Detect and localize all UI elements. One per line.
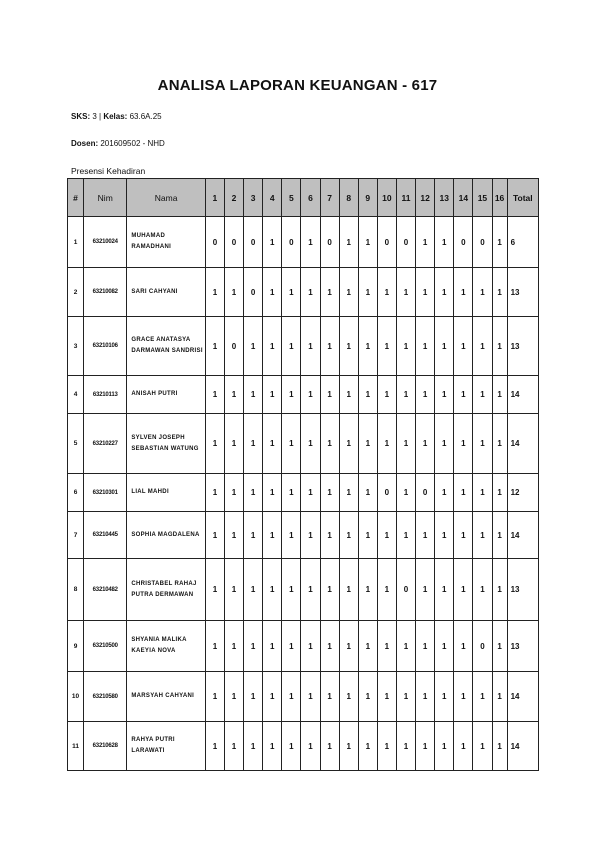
- attendance-cell: 1: [454, 559, 473, 621]
- name-cell: MUHAMAD RAMADHANI: [127, 217, 206, 268]
- attendance-cell: 1: [320, 474, 339, 512]
- attendance-cell: 0: [396, 559, 415, 621]
- total-cell: 6: [507, 217, 538, 268]
- attendance-cell: 1: [377, 512, 396, 559]
- attendance-cell: 1: [244, 512, 263, 559]
- attendance-cell: 1: [377, 376, 396, 414]
- row-number-cell: 4: [68, 376, 84, 414]
- table-header-row: [68, 179, 539, 217]
- name-cell: ANISAH PUTRI: [127, 376, 206, 414]
- attendance-cell: 1: [416, 376, 435, 414]
- attendance-cell: 1: [396, 474, 415, 512]
- attendance-cell: 1: [492, 376, 507, 414]
- column-header: Nama: [127, 179, 206, 217]
- table-row: [68, 621, 539, 672]
- table-row: [68, 317, 539, 376]
- row-number-cell: 6: [68, 474, 84, 512]
- column-header: Nim: [84, 179, 127, 217]
- attendance-cell: 1: [205, 376, 224, 414]
- kelas-label: Kelas:: [103, 112, 128, 121]
- row-number-cell: 2: [68, 268, 84, 317]
- attendance-cell: 1: [224, 672, 243, 722]
- attendance-cell: 1: [339, 474, 358, 512]
- attendance-cell: 1: [416, 268, 435, 317]
- column-header: 14: [454, 179, 473, 217]
- total-cell: 13: [507, 559, 538, 621]
- attendance-cell: 1: [320, 672, 339, 722]
- attendance-cell: 1: [358, 722, 377, 771]
- total-cell: 13: [507, 268, 538, 317]
- attendance-cell: 0: [224, 317, 243, 376]
- attendance-cell: 1: [282, 317, 301, 376]
- attendance-cell: 1: [492, 268, 507, 317]
- attendance-cell: 1: [282, 414, 301, 474]
- attendance-cell: 1: [244, 722, 263, 771]
- attendance-cell: 1: [473, 474, 492, 512]
- attendance-cell: 1: [263, 722, 282, 771]
- attendance-table: [67, 178, 539, 771]
- attendance-cell: 1: [358, 414, 377, 474]
- column-header: 6: [301, 179, 320, 217]
- attendance-cell: 1: [224, 376, 243, 414]
- attendance-cell: 1: [263, 621, 282, 672]
- total-cell: 12: [507, 474, 538, 512]
- attendance-cell: 1: [320, 376, 339, 414]
- attendance-cell: 0: [377, 474, 396, 512]
- attendance-cell: 1: [492, 474, 507, 512]
- lecturer-meta: [71, 139, 165, 148]
- attendance-cell: 0: [205, 217, 224, 268]
- attendance-cell: 1: [282, 474, 301, 512]
- attendance-cell: 1: [492, 414, 507, 474]
- attendance-cell: 1: [339, 621, 358, 672]
- attendance-cell: 0: [244, 268, 263, 317]
- attendance-cell: 1: [263, 268, 282, 317]
- attendance-cell: 1: [205, 414, 224, 474]
- attendance-cell: 1: [339, 317, 358, 376]
- attendance-cell: 1: [492, 217, 507, 268]
- attendance-cell: 1: [454, 414, 473, 474]
- attendance-cell: 0: [416, 474, 435, 512]
- attendance-cell: 1: [244, 621, 263, 672]
- table-row: [68, 512, 539, 559]
- sks-label: SKS:: [71, 112, 91, 121]
- row-number-cell: 8: [68, 559, 84, 621]
- attendance-cell: 1: [339, 559, 358, 621]
- attendance-cell: 1: [320, 414, 339, 474]
- column-header: 1: [205, 179, 224, 217]
- column-header: 7: [320, 179, 339, 217]
- attendance-cell: 1: [396, 512, 415, 559]
- name-cell: SOPHIA MAGDALENA: [127, 512, 206, 559]
- attendance-cell: 1: [301, 414, 320, 474]
- course-meta: [71, 112, 162, 121]
- attendance-cell: 1: [263, 672, 282, 722]
- total-cell: 14: [507, 512, 538, 559]
- attendance-cell: 1: [224, 621, 243, 672]
- column-header: 2: [224, 179, 243, 217]
- nim-cell: 63210445: [84, 512, 127, 559]
- nim-cell: 63210082: [84, 268, 127, 317]
- attendance-cell: 1: [244, 672, 263, 722]
- attendance-cell: 1: [263, 217, 282, 268]
- attendance-cell: 1: [205, 268, 224, 317]
- row-number-cell: 9: [68, 621, 84, 672]
- row-number-cell: 7: [68, 512, 84, 559]
- row-number-cell: 5: [68, 414, 84, 474]
- attendance-cell: 1: [224, 268, 243, 317]
- attendance-cell: 1: [320, 621, 339, 672]
- nim-cell: 63210113: [84, 376, 127, 414]
- name-cell: SARI CAHYANI: [127, 268, 206, 317]
- table-row: [68, 268, 539, 317]
- nim-cell: 63210500: [84, 621, 127, 672]
- attendance-cell: 1: [473, 722, 492, 771]
- attendance-cell: 1: [416, 672, 435, 722]
- attendance-cell: 1: [473, 268, 492, 317]
- attendance-cell: 1: [320, 512, 339, 559]
- attendance-cell: 1: [301, 672, 320, 722]
- kelas-value: 63.6A.25: [127, 112, 162, 121]
- attendance-cell: 1: [435, 376, 454, 414]
- attendance-cell: 0: [320, 217, 339, 268]
- attendance-cell: 1: [416, 722, 435, 771]
- total-cell: 13: [507, 621, 538, 672]
- attendance-cell: 1: [339, 217, 358, 268]
- attendance-cell: 1: [416, 559, 435, 621]
- attendance-cell: 1: [435, 722, 454, 771]
- attendance-cell: 1: [396, 376, 415, 414]
- table-row: [68, 474, 539, 512]
- page-title: ANALISA LAPORAN KEUANGAN - 617: [157, 77, 438, 94]
- attendance-cell: 1: [492, 672, 507, 722]
- nim-cell: 63210580: [84, 672, 127, 722]
- attendance-section-label: Presensi Kehadiran: [71, 166, 146, 176]
- attendance-cell: 1: [396, 414, 415, 474]
- attendance-cell: 1: [282, 512, 301, 559]
- attendance-cell: 1: [377, 722, 396, 771]
- attendance-cell: 1: [454, 722, 473, 771]
- attendance-cell: 1: [301, 722, 320, 771]
- column-header: 9: [358, 179, 377, 217]
- attendance-cell: 1: [435, 512, 454, 559]
- attendance-cell: 1: [416, 217, 435, 268]
- row-number-cell: 10: [68, 672, 84, 722]
- attendance-cell: 1: [224, 474, 243, 512]
- column-header: 12: [416, 179, 435, 217]
- attendance-cell: 1: [435, 672, 454, 722]
- attendance-cell: 1: [339, 672, 358, 722]
- attendance-cell: 1: [301, 621, 320, 672]
- column-header: 3: [244, 179, 263, 217]
- column-header: 15: [473, 179, 492, 217]
- attendance-cell: 1: [301, 512, 320, 559]
- attendance-cell: 1: [282, 722, 301, 771]
- attendance-cell: 1: [377, 621, 396, 672]
- column-header: 5: [282, 179, 301, 217]
- attendance-cell: 1: [301, 474, 320, 512]
- attendance-cell: 1: [492, 512, 507, 559]
- attendance-cell: 1: [416, 414, 435, 474]
- attendance-cell: 1: [282, 621, 301, 672]
- attendance-cell: 1: [473, 376, 492, 414]
- attendance-cell: 1: [301, 217, 320, 268]
- column-header: 13: [435, 179, 454, 217]
- attendance-cell: 0: [282, 217, 301, 268]
- attendance-cell: 1: [416, 317, 435, 376]
- attendance-cell: 1: [263, 512, 282, 559]
- attendance-cell: 1: [358, 474, 377, 512]
- table-row: [68, 672, 539, 722]
- column-header: #: [68, 179, 84, 217]
- attendance-cell: 1: [454, 512, 473, 559]
- attendance-cell: 1: [454, 621, 473, 672]
- attendance-cell: 1: [416, 512, 435, 559]
- row-number-cell: 11: [68, 722, 84, 771]
- attendance-cell: 1: [224, 512, 243, 559]
- column-header: 16: [492, 179, 507, 217]
- attendance-cell: 0: [244, 217, 263, 268]
- attendance-cell: 1: [244, 559, 263, 621]
- attendance-cell: 0: [454, 217, 473, 268]
- name-cell: SYLVEN JOSEPH SEBASTIAN WATUNG: [127, 414, 206, 474]
- sks-value: 3 |: [90, 112, 104, 121]
- name-cell: SHYANIA MALIKA KAEYIA NOVA: [127, 621, 206, 672]
- name-cell: GRACE ANATASYA DARMAWAN SANDRISI: [127, 317, 206, 376]
- column-header: 10: [377, 179, 396, 217]
- attendance-cell: 1: [358, 559, 377, 621]
- attendance-cell: 1: [339, 512, 358, 559]
- attendance-cell: 1: [320, 268, 339, 317]
- column-header: 4: [263, 179, 282, 217]
- name-cell: CHRISTABEL RAHAJ PUTRA DERMAWAN: [127, 559, 206, 621]
- attendance-cell: 1: [492, 722, 507, 771]
- attendance-cell: 1: [339, 414, 358, 474]
- attendance-cell: 1: [454, 268, 473, 317]
- dosen-value: 201609502 - NHD: [98, 139, 165, 148]
- attendance-cell: 1: [205, 672, 224, 722]
- row-number-cell: 3: [68, 317, 84, 376]
- attendance-cell: 1: [339, 268, 358, 317]
- row-number-cell: 1: [68, 217, 84, 268]
- name-cell: RAHYA PUTRI LARAWATI: [127, 722, 206, 771]
- attendance-cell: 1: [205, 512, 224, 559]
- attendance-cell: 1: [301, 268, 320, 317]
- attendance-cell: 1: [377, 672, 396, 722]
- attendance-cell: 1: [492, 317, 507, 376]
- attendance-cell: 1: [492, 559, 507, 621]
- attendance-cell: 1: [435, 268, 454, 317]
- attendance-cell: 1: [224, 414, 243, 474]
- attendance-cell: 1: [358, 268, 377, 317]
- attendance-cell: 1: [377, 414, 396, 474]
- attendance-cell: 1: [282, 672, 301, 722]
- attendance-cell: 1: [263, 414, 282, 474]
- attendance-cell: 0: [473, 621, 492, 672]
- name-cell: MARSYAH CAHYANI: [127, 672, 206, 722]
- attendance-cell: 1: [473, 317, 492, 376]
- attendance-cell: 1: [473, 414, 492, 474]
- attendance-cell: 1: [263, 474, 282, 512]
- attendance-cell: 1: [435, 317, 454, 376]
- total-cell: 14: [507, 722, 538, 771]
- attendance-cell: 0: [224, 217, 243, 268]
- attendance-cell: 1: [339, 376, 358, 414]
- attendance-cell: 1: [435, 621, 454, 672]
- attendance-cell: 1: [435, 474, 454, 512]
- table-row: [68, 722, 539, 771]
- table-row: [68, 414, 539, 474]
- attendance-cell: 1: [473, 559, 492, 621]
- attendance-cell: 1: [205, 722, 224, 771]
- attendance-cell: 1: [454, 317, 473, 376]
- attendance-cell: 1: [377, 559, 396, 621]
- nim-cell: 63210106: [84, 317, 127, 376]
- nim-cell: 63210301: [84, 474, 127, 512]
- attendance-cell: 1: [358, 672, 377, 722]
- attendance-cell: 1: [301, 376, 320, 414]
- attendance-cell: 1: [358, 621, 377, 672]
- total-cell: 14: [507, 672, 538, 722]
- attendance-cell: 1: [435, 559, 454, 621]
- attendance-cell: 1: [435, 414, 454, 474]
- attendance-cell: 1: [358, 512, 377, 559]
- name-cell: LIAL MAHDI: [127, 474, 206, 512]
- attendance-cell: 1: [224, 559, 243, 621]
- attendance-cell: 1: [473, 512, 492, 559]
- attendance-cell: 1: [358, 217, 377, 268]
- attendance-cell: 1: [282, 268, 301, 317]
- attendance-cell: 1: [320, 559, 339, 621]
- attendance-cell: 1: [377, 317, 396, 376]
- attendance-cell: 1: [358, 376, 377, 414]
- attendance-cell: 1: [320, 317, 339, 376]
- nim-cell: 63210227: [84, 414, 127, 474]
- total-cell: 14: [507, 414, 538, 474]
- attendance-cell: 0: [473, 217, 492, 268]
- attendance-cell: 1: [282, 376, 301, 414]
- attendance-cell: 1: [205, 474, 224, 512]
- attendance-cell: 1: [244, 414, 263, 474]
- attendance-cell: 1: [263, 317, 282, 376]
- attendance-cell: 1: [473, 672, 492, 722]
- attendance-cell: 1: [224, 722, 243, 771]
- attendance-cell: 1: [282, 559, 301, 621]
- attendance-cell: 1: [339, 722, 358, 771]
- attendance-cell: 1: [377, 268, 396, 317]
- attendance-cell: 1: [435, 217, 454, 268]
- attendance-cell: 1: [320, 722, 339, 771]
- attendance-cell: 1: [301, 559, 320, 621]
- nim-cell: 63210024: [84, 217, 127, 268]
- attendance-cell: 1: [396, 722, 415, 771]
- attendance-cell: 1: [263, 376, 282, 414]
- attendance-cell: 0: [377, 217, 396, 268]
- attendance-cell: 1: [263, 559, 282, 621]
- column-header: 8: [339, 179, 358, 217]
- attendance-cell: 1: [396, 621, 415, 672]
- table-row: [68, 217, 539, 268]
- column-header: 11: [396, 179, 415, 217]
- attendance-cell: 1: [358, 317, 377, 376]
- attendance-cell: 1: [205, 317, 224, 376]
- attendance-cell: 1: [396, 268, 415, 317]
- attendance-cell: 1: [205, 621, 224, 672]
- total-cell: 13: [507, 317, 538, 376]
- total-cell: 14: [507, 376, 538, 414]
- attendance-cell: 0: [396, 217, 415, 268]
- attendance-cell: 1: [301, 317, 320, 376]
- attendance-cell: 1: [454, 672, 473, 722]
- nim-cell: 63210628: [84, 722, 127, 771]
- attendance-cell: 1: [205, 559, 224, 621]
- attendance-cell: 1: [416, 621, 435, 672]
- attendance-cell: 1: [244, 376, 263, 414]
- attendance-cell: 1: [244, 317, 263, 376]
- attendance-cell: 1: [492, 621, 507, 672]
- table-row: [68, 376, 539, 414]
- attendance-cell: 1: [396, 672, 415, 722]
- attendance-cell: 1: [244, 474, 263, 512]
- dosen-label: Dosen:: [71, 139, 99, 148]
- attendance-cell: 1: [396, 317, 415, 376]
- table-row: [68, 559, 539, 621]
- attendance-cell: 1: [454, 474, 473, 512]
- nim-cell: 63210482: [84, 559, 127, 621]
- attendance-cell: 1: [454, 376, 473, 414]
- column-header: Total: [507, 179, 538, 217]
